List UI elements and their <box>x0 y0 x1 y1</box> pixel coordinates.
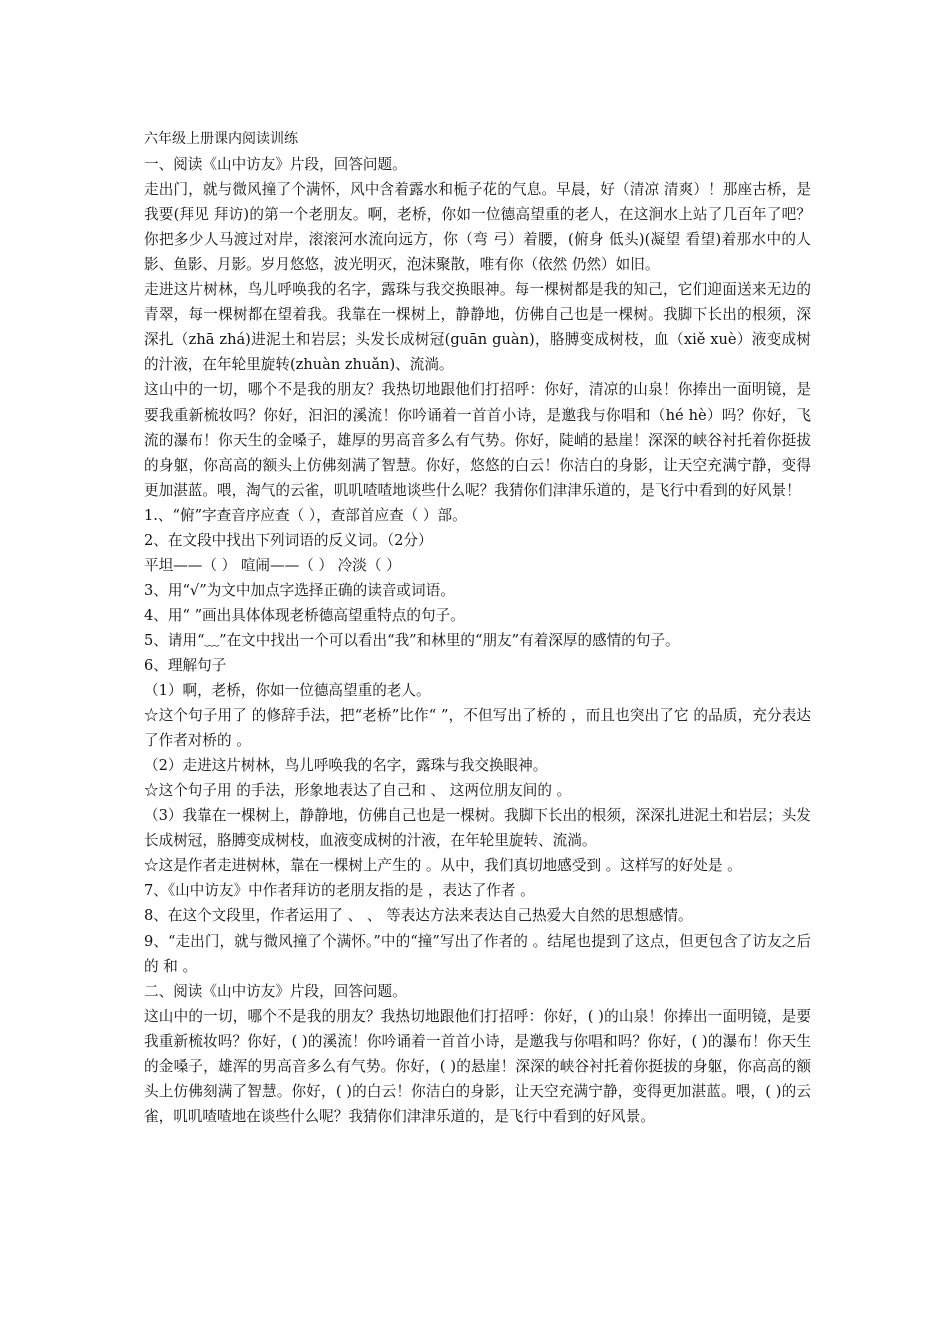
question-6-answer-2: ☆这个句子用 的手法，形象地表达了自己和 、 这两位朋友间的 。 <box>144 782 572 800</box>
section2-paragraph-1: 这山中的一切，哪个不是我的朋友？我热切地跟他们打招呼：你好，( )的山泉！你捧出一面明镜，是要我重新梳妆吗？你好，( )的溪流！你吟诵着一首首小诗，是邀我与你唱和吗？你好，( )的瀑布！你天生的金嗓子，雄浑的男高音多么有气势。你好，( )的悬崖！深深的峡谷衬托着你挺拔的身躯，你高高的额头上仿佛刻满了智慧。你好，( )的白云！你洁白的身影，让天空充满宁静，变得更加湛蓝。喂，( )的云雀，叽叽喳喳地在谈些什么呢？我猜你们津津乐道的，是飞行中看到的好风景。 <box>144 1007 811 1125</box>
question-5: 5、请用“﹏”在文中找出一个可以看出“我”和林里的“朋友”有着深厚的感情的句子。 <box>144 631 680 649</box>
question-9: 9、“走出门，就与微风撞了个满怀。”中的“撞”写出了作者的 。结尾也提到了这点，但更包含了访友之后的 和 。 <box>144 932 811 975</box>
section2-heading: 二、阅读《山中访友》片段，回答问题。 <box>144 982 407 1000</box>
section1-heading: 一、阅读《山中访友》片段，回答问题。 <box>144 156 407 174</box>
section1-paragraph-1: 走出门，就与微风撞了个满怀，风中含着露水和栀子花的气息。早晨，好（清凉 清爽）！那座古桥，是我要(拜见 拜访)的第一个老朋友。啊，老桥，你如一位德高望重的老人，在这涧水上站了几百年了吧？你把多少人马渡过对岸，滚滚河水流向远方，你（弯 弓）着腰，(俯身 低头)(凝望 看望)着那水中的人影、鱼影、月影。岁月悠悠，波光明灭，泡沫聚散，唯有你（依然 仍然）如旧。 <box>144 181 811 274</box>
question-6-sentence-2: （2）走进这片树林，鸟儿呼唤我的名字，露珠与我交换眼神。 <box>144 757 548 775</box>
question-6-answer-1: ☆这个句子用了 的修辞手法，把“老桥”比作“ ”，不但写出了桥的 ，而且也突出了它 的品质，充分表达了作者对桥的 。 <box>144 707 811 750</box>
question-7: 7、《山中访友》中作者拜访的老朋友指的是 ，表达了作者 。 <box>144 882 535 900</box>
question-3: 3、用“√”为文中加点字选择正确的读音或词语。 <box>144 581 455 599</box>
section1-paragraph-2: 走进这片树林，鸟儿呼唤我的名字，露珠与我交换眼神。每一棵树都是我的知己，它们迎面送来无边的青翠，每一棵树都在望着我。我靠在一棵树上，静静地，仿佛自己也是一棵树。我脚下长出的根须，深深扎（zhā zhá)进泥土和岩层；头发长成树冠(guān guàn)，胳膊变成树枝，血（xiě xuè）液变成树的汁液，在年轮里旋转(zhuàn zhuǎn)、流淌。 <box>144 281 811 374</box>
question-2-antonyms: 平坦——（ ） 喧闹——（ ） 冷淡（ ） <box>144 556 401 574</box>
document-title: 六年级上册课内阅读训练 <box>144 131 298 147</box>
question-6-sentence-3: （3）我靠在一棵树上，静静地，仿佛自己也是一棵树。我脚下长出的根须，深深扎进泥土和岩层；头发长成树冠，胳膊变成树枝，血液变成树的汁液，在年轮里旋转、流淌。 <box>144 807 811 850</box>
question-2: 2、在文段中找出下列词语的反义词。（2分） <box>144 531 433 549</box>
document-page <box>144 127 811 1129</box>
question-6-sentence-1: （1）啊，老桥，你如一位德高望重的老人。 <box>144 682 431 700</box>
question-6: 6、理解句子 <box>144 656 227 674</box>
question-6-answer-3: ☆这是作者走进树林，靠在一棵树上产生的 。从中，我们真切地感受到 。这样写的好处是 。 <box>144 857 742 875</box>
question-8: 8、在这个文段里，作者运用了 、 、 等表达方法来表达自己热爱大自然的思想感情。 <box>144 907 693 925</box>
question-4: 4、用“ ”画出具体体现老桥德高望重特点的句子。 <box>144 606 465 624</box>
question-1: 1.、“俯”字查音序应查（ ），查部首应查（ ）部。 <box>144 506 467 524</box>
section1-paragraph-3: 这山中的一切，哪个不是我的朋友？我热切地跟他们打招呼：你好，清凉的山泉！你捧出一面明镜，是要我重新梳妆吗？你好，汩汩的溪流！你吟诵着一首首小诗，是邀我与你唱和（hé hè）吗？你好，飞流的瀑布！你天生的金嗓子，雄厚的男高音多么有气势。你好，陡峭的悬崖！深深的峡谷衬托着你挺拔的身躯，你高高的额头上仿佛刻满了智慧。你好，悠悠的白云！你洁白的身影，让天空充满宁静，变得更加湛蓝。喂，淘气的云雀，叽叽喳喳地谈些什么呢？我猜你们津津乐道的，是飞行中看到的好风景！ <box>144 381 811 499</box>
